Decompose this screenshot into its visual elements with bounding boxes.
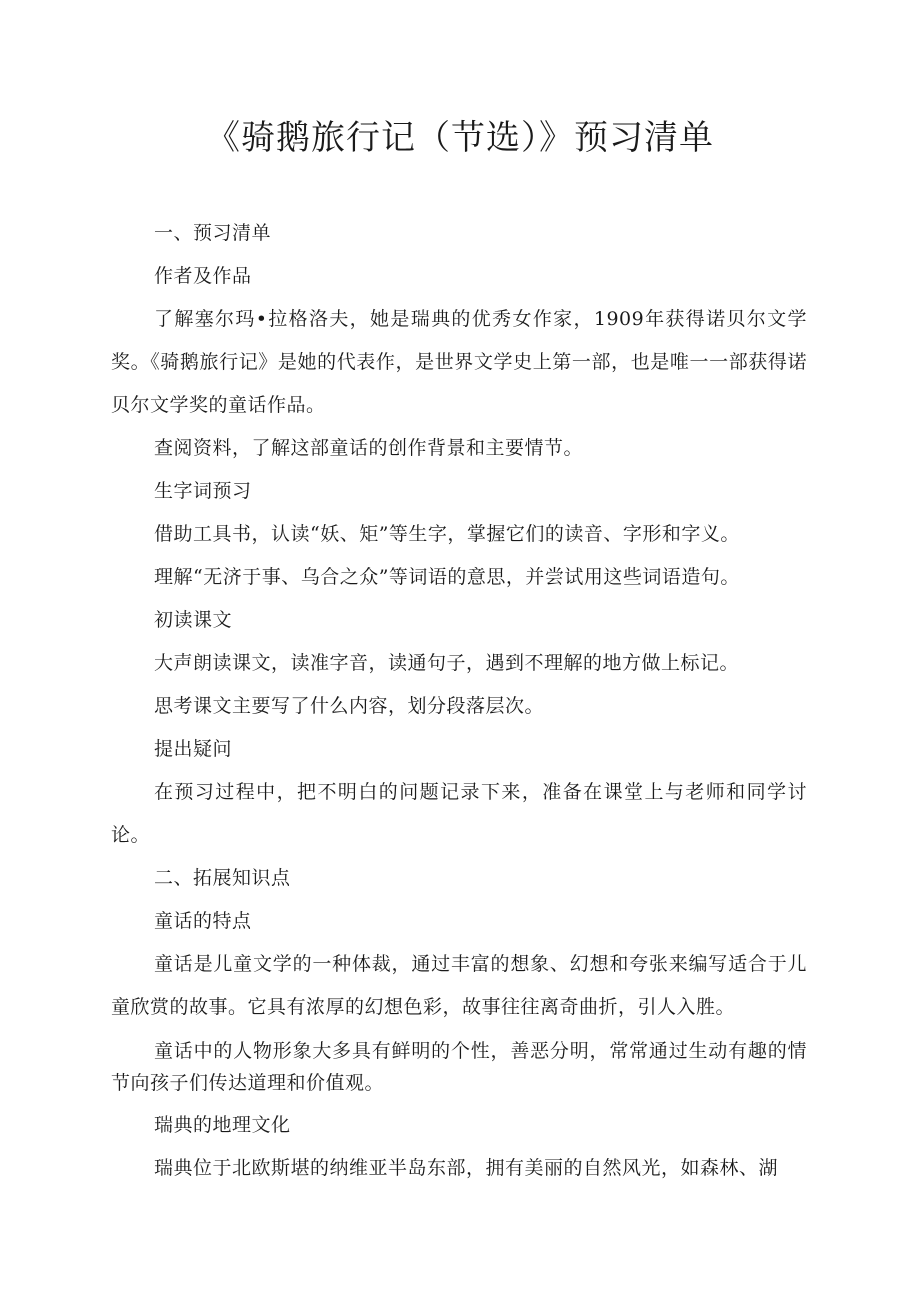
paragraph-fairy-tale-characters: 童话中的人物形象大多具有鲜明的个性，善恶分明，常常通过生动有趣的情节向孩子们传达道理和价值观。 (111, 1040, 807, 1094)
subheading-fairy-tale-features: 童话的特点 (154, 910, 252, 932)
subheading-first-reading: 初读课文 (154, 609, 233, 631)
section-heading-extension: 二、拓展知识点 (154, 867, 291, 889)
paragraph-sweden-location: 瑞典位于北欧斯堪的纳维亚半岛东部，拥有美丽的自然风光，如森林、湖 (154, 1157, 779, 1179)
paragraph-author-intro: 了解塞尔玛•拉格洛夫，她是瑞典的优秀女作家，1909年获得诺贝尔文学奖。《骑鹅旅行记》是她的代表作，是世界文学史上第一部，也是唯一一部获得诺贝尔文学奖的童话作品。 (111, 308, 807, 416)
subheading-questions: 提出疑问 (154, 738, 233, 760)
paragraph-think-content: 思考课文主要写了什么内容，划分段落层次。 (154, 695, 545, 717)
paragraph-read-aloud: 大声朗读课文，读准字音，读通句子，遇到不理解的地方做上标记。 (154, 652, 740, 674)
document-title: 《骑鹅旅行记（节选）》预习清单 (206, 118, 714, 158)
section-heading-preview: 一、预习清单 (154, 222, 272, 244)
subheading-vocabulary: 生字词预习 (154, 480, 252, 502)
subheading-author-works: 作者及作品 (154, 265, 252, 287)
subheading-sweden-geography: 瑞典的地理文化 (154, 1114, 291, 1136)
paragraph-research: 查阅资料，了解这部童话的创作背景和主要情节。 (154, 437, 584, 459)
paragraph-characters: 借助工具书，认读“妖、矩”等生字，掌握它们的读音、字形和字义。 (154, 523, 740, 545)
paragraph-record-questions: 在预习过程中，把不明白的问题记录下来，准备在课堂上与老师和同学讨论。 (111, 781, 807, 846)
document-body (111, 212, 807, 1190)
paragraph-fairy-tale-definition: 童话是儿童文学的一种体裁，通过丰富的想象、幻想和夸张来编写适合于儿童欣赏的故事。它具有浓厚的幻想色彩，故事往往离奇曲折，引人入胜。 (111, 953, 807, 1018)
paragraph-words: 理解“无济于事、乌合之众”等词语的意思，并尝试用这些词语造句。 (154, 566, 740, 588)
